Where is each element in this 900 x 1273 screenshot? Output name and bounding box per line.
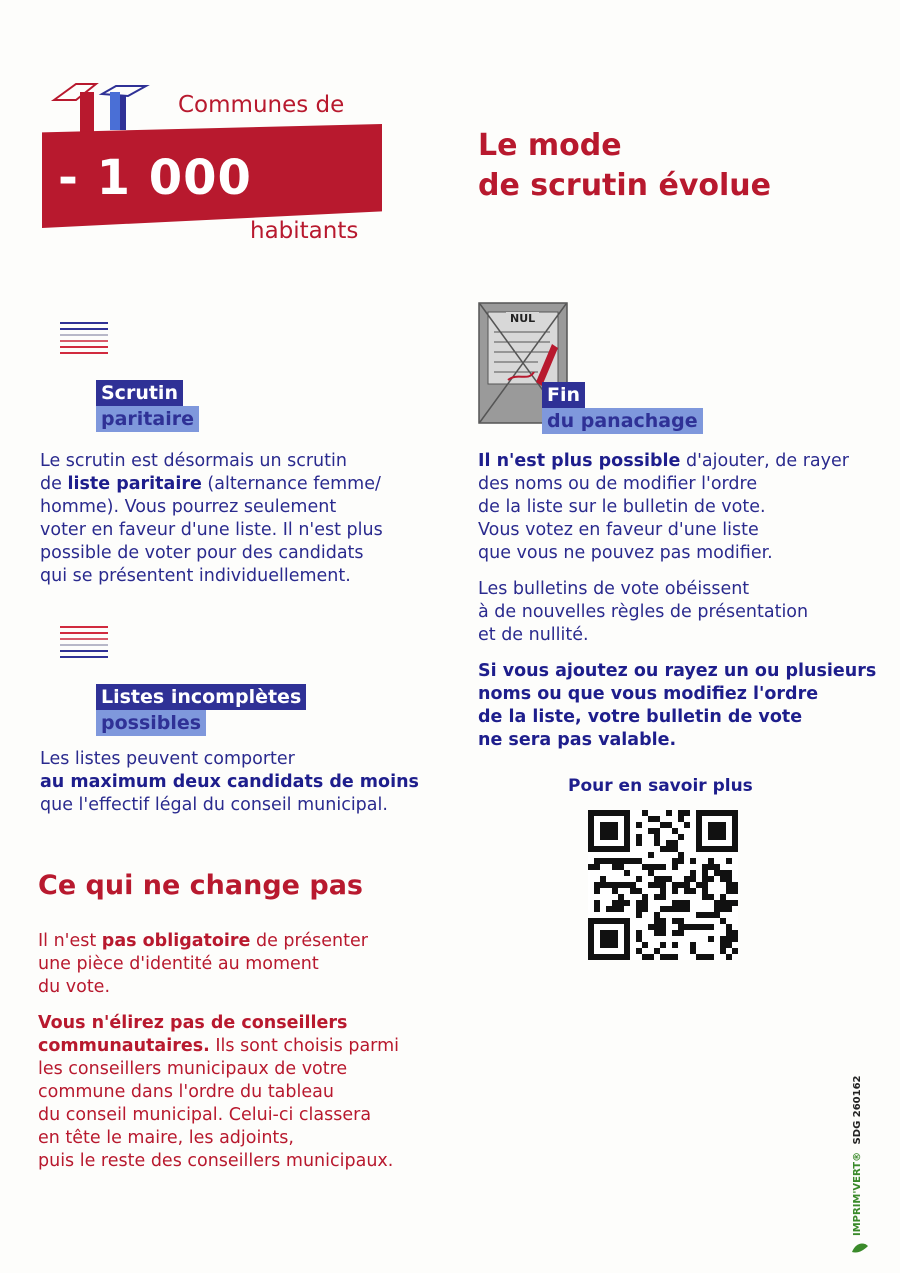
fin-panachage-text-1: Il n'est plus possible d'ajouter, de rayer des noms ou de modifier l'ordre de la liste sur le bulletin de vote. Vous votez en faveur d'une liste que vous ne pouvez pas modifier. — [478, 451, 849, 563]
more-info-label: Pour en savoir plus — [568, 776, 753, 796]
qr-code-icon[interactable] — [588, 810, 738, 960]
population-threshold: - 1 000 — [58, 150, 252, 206]
unchanged-text-1: Il n'est pas obligatoire de présenter une pièce d'identité au moment du vote. — [38, 931, 368, 997]
scrutin-paritaire-text: Le scrutin est désormais un scrutin de liste paritaire (alternance femme/ homme). Vous pourrez seulement voter en faveur d'une liste. Il n'est plus possible de voter pour des candidats qui se présentent individuellement. — [40, 451, 383, 586]
unchanged-text-2: Vous n'élirez pas de conseillers communautaires. Ils sont choisis parmi les conseillers municipaux de votre commune dans l'ordre du tableau du conseil municipal. Celui-ci classera en tête le maire, les adjoints, puis le reste des conseillers municipaux. — [38, 1013, 399, 1171]
fin-panachage-label: Fin du panachage — [542, 382, 703, 434]
ballot-nul-text: NUL — [506, 312, 539, 325]
scrutin-paritaire-label: Scrutin paritaire — [96, 380, 199, 432]
section-title-unchanged: Ce qui ne change pas — [38, 870, 363, 901]
fin-panachage-text-2: Les bulletins de vote obéissent à de nouvelles règles de présentation et de nullité. — [478, 579, 809, 645]
flag-stripes-icon — [60, 626, 108, 662]
habitants-text: habitants — [250, 218, 359, 244]
house-chimney-icon — [98, 84, 148, 130]
fin-panachage-warning: Si vous ajoutez ou rayez un ou plusieurs noms ou que vous modifiez l'ordre de la liste, votre bulletin de vote ne sera pas valable. — [478, 661, 877, 750]
listes-incompletes-label: Listes incomplètes possibles — [96, 684, 306, 736]
svg-text:IMPRIM'VERT® SDG 260162: IMPRIM'VERT® SDG 260162 — [852, 1075, 863, 1236]
page-title: Le mode de scrutin évolue — [478, 128, 771, 203]
listes-incompletes-text: Les listes peuvent comporter au maximum deux candidats de moins que l'effectif légal du conseil municipal. — [40, 749, 419, 815]
communes-de-text: Communes de — [178, 92, 345, 118]
flag-stripes-icon — [60, 322, 108, 358]
imprim-vert-logo — [848, 1075, 874, 1260]
house-roof-icon — [52, 82, 102, 132]
